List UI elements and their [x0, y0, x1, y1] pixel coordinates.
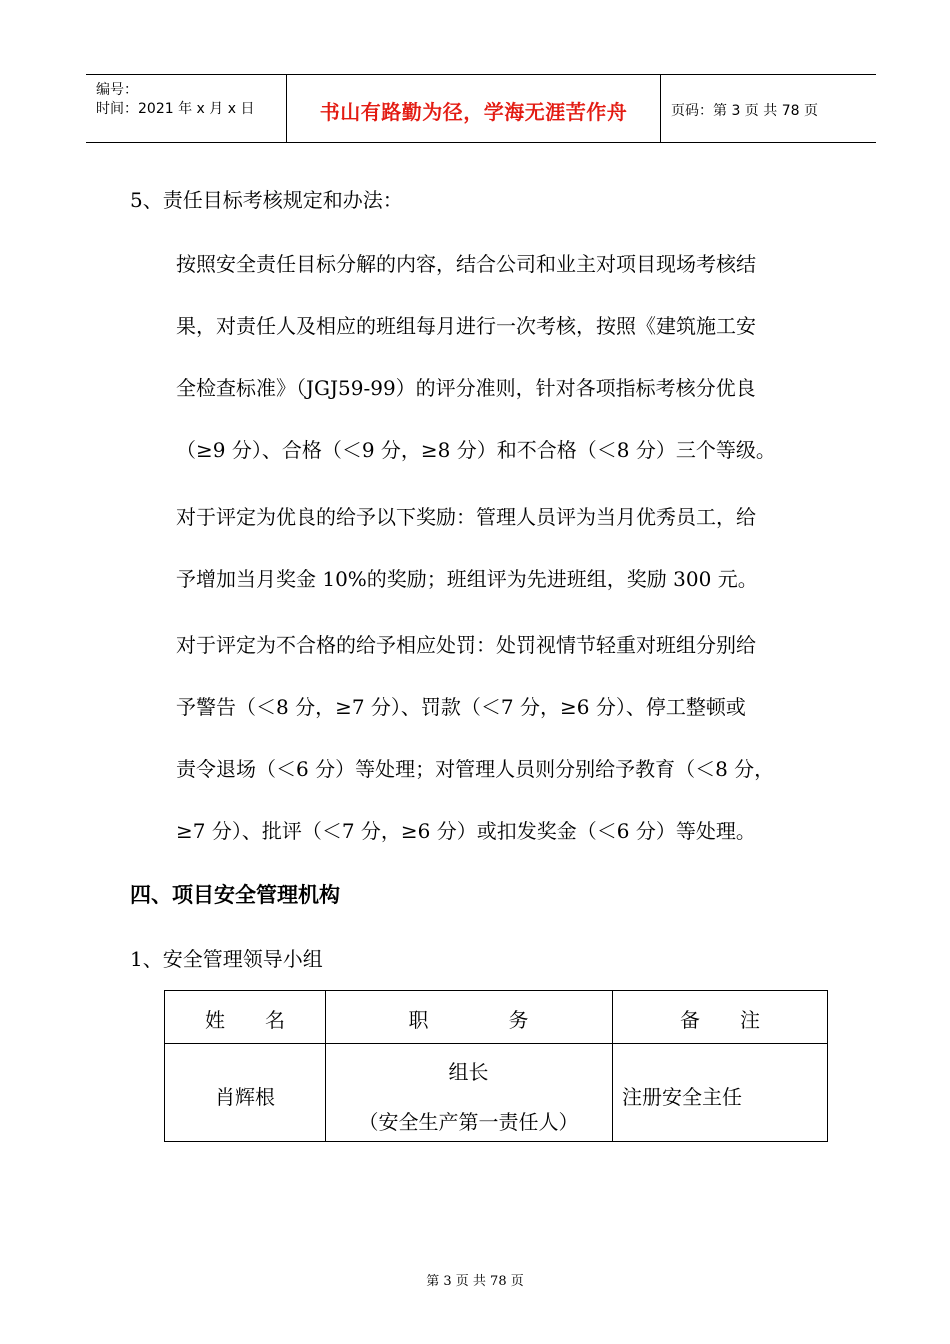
paragraph-line: 责令退场（＜6 分）等处理；对管理人员则分别给予教育（＜8 分， — [176, 757, 775, 781]
header-page-cell — [661, 75, 876, 142]
cell-name: 肖辉根 — [215, 1085, 275, 1109]
header-motto-cell — [287, 75, 661, 142]
paragraph-line: 予警告（＜8 分，≥7 分）、罚款（＜7 分，≥6 分）、停工整顿或 — [176, 695, 746, 719]
header-meta-cell — [86, 75, 287, 142]
page-header — [86, 74, 876, 143]
section5-heading: 5、责任目标考核规定和办法： — [130, 188, 403, 212]
paragraph-line: （≥9 分）、合格（＜9 分，≥8 分）和不合格（＜8 分）三个等级。 — [176, 438, 776, 462]
number-label: 编号： — [96, 82, 138, 98]
paragraph-line: 全检查标准》（JGJ59-99）的评分准则，针对各项指标考核分优良 — [176, 376, 756, 400]
safety-team-table — [164, 990, 828, 1142]
paragraph-line: 对于评定为优良的给予以下奖励：管理人员评为当月优秀员工，给 — [176, 505, 756, 529]
time-label: 时间：2021 年 x 月 x 日 — [96, 101, 255, 117]
cell-position-title: 组长 — [448, 1060, 489, 1084]
section4-heading: 四、项目安全管理机构 — [130, 883, 340, 907]
page-footer: 第 3 页 共 78 页 — [426, 1274, 524, 1289]
paragraph-line: 按照安全责任目标分解的内容，结合公司和业主对项目现场考核结 — [176, 252, 756, 276]
column-header-remark: 备 注 — [680, 1008, 760, 1032]
paragraph-line: 予增加当月奖金 10%的奖励；班组评为先进班组，奖励 300 元。 — [176, 567, 758, 591]
column-header-name: 姓 名 — [205, 1008, 285, 1032]
paragraph-line: ≥7 分）、批评（＜7 分，≥6 分）或扣发奖金（＜6 分）等处理。 — [176, 819, 756, 843]
cell-position-note: （安全生产第一责任人） — [358, 1110, 579, 1134]
column-header-position: 职 务 — [408, 1008, 529, 1032]
section4-subheading: 1、安全管理领导小组 — [130, 947, 323, 971]
paragraph-line: 对于评定为不合格的给予相应处罚：处罚视情节轻重对班组分别给 — [176, 633, 756, 657]
motto-text: 书山有路勤为径，学海无涯苦作舟 — [319, 100, 628, 124]
cell-remark: 注册安全主任 — [622, 1085, 742, 1109]
paragraph-line: 果，对责任人及相应的班组每月进行一次考核，按照《建筑施工安 — [176, 314, 756, 338]
page-info: 页码：第 3 页 共 78 页 — [671, 103, 818, 119]
